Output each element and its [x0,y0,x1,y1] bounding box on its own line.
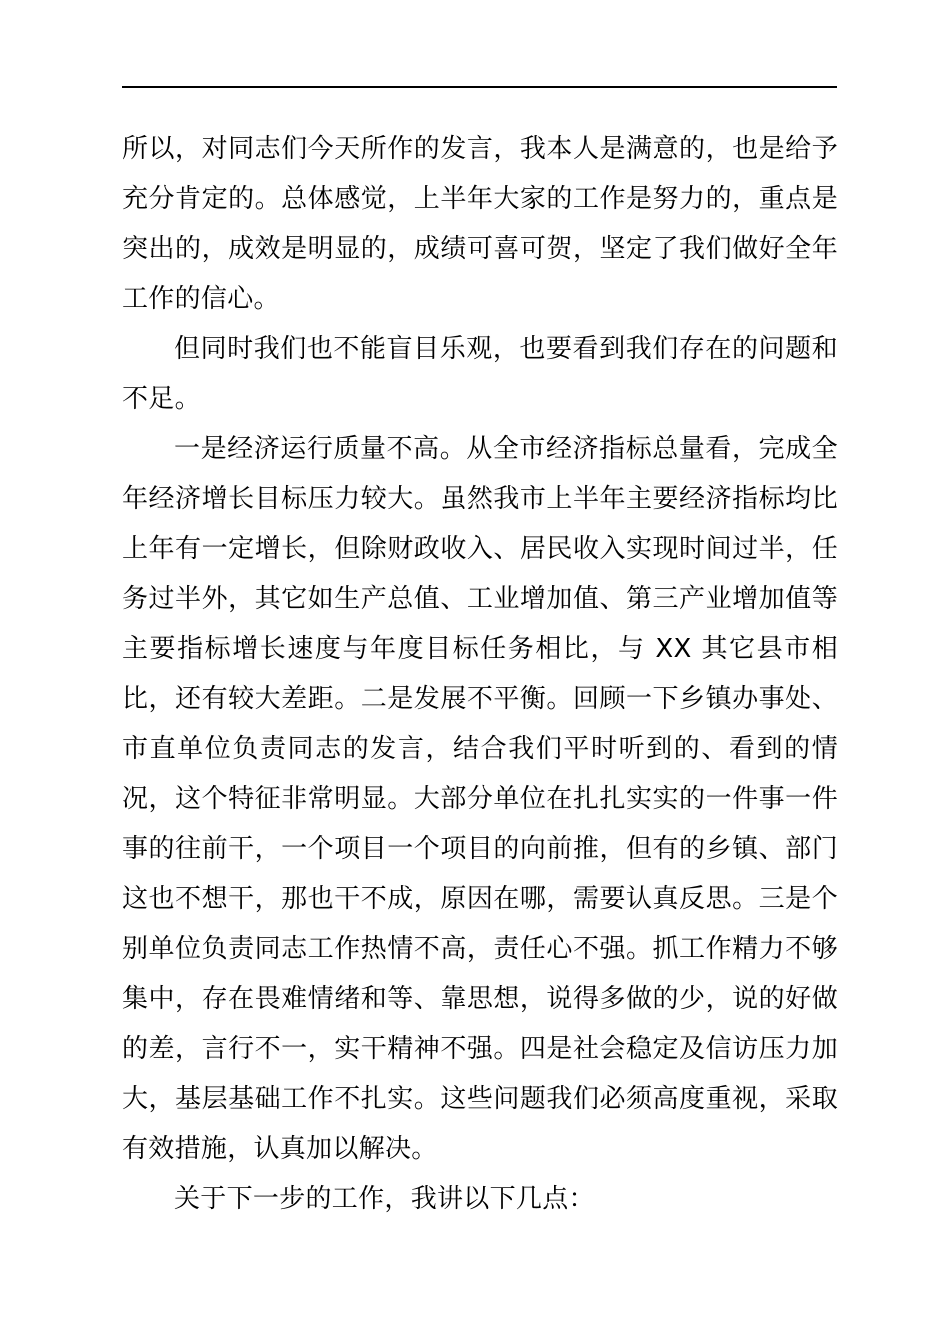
paragraph-shortcomings-intro: 但同时我们也不能盲目乐观，也要看到我们存在的问题和不足。 [122,334,838,414]
paragraph-satisfaction: 所以，对同志们今天所作的发言，我本人是满意的，也是给予充分肯定的。总体感觉，上半年大家的工作是努力的，重点是突出的，成效是明显的，成绩可喜可贺，坚定了我们做好全年工作的信心。 [122,134,838,314]
header-rule [122,86,837,88]
paragraph-next-steps: 关于下一步的工作，我讲以下几点： [174,1184,595,1214]
document-body [122,124,838,1224]
paragraph-problems-list: 一是经济运行质量不高。从全市经济指标总量看，完成全年经济增长目标压力较大。虽然我市上半年主要经济指标均比上年有一定增长，但除财政收入、居民收入实现时间过半，任务过半外，其它如生产总值、工业增加值、第三产业增加值等主要指标增长速度与年度目标任务相比，与 XX 其它县市相比，还有较大差距。二是发展不平衡。回顾一下乡镇办事处、市直单位负责同志的发言，结合我们平时听到的、看到的情况，这个特征非常明显。大部分单位在扎扎实实的一件事一件事的往前干，一个项目一个项目的向前推，但有的乡镇、部门这也不想干，那也干不成，原因在哪，需要认真反思。三是个别单位负责同志工作热情不高，责任心不强。抓工作精力不够集中，存在畏难情绪和等、靠思想，说得多做的少，说的好做的差，言行不一，实干精神不强。四是社会稳定及信访压力加大，基层基础工作不扎实。这些问题我们必须高度重视，采取有效措施，认真加以解决。 [122,434,838,1164]
